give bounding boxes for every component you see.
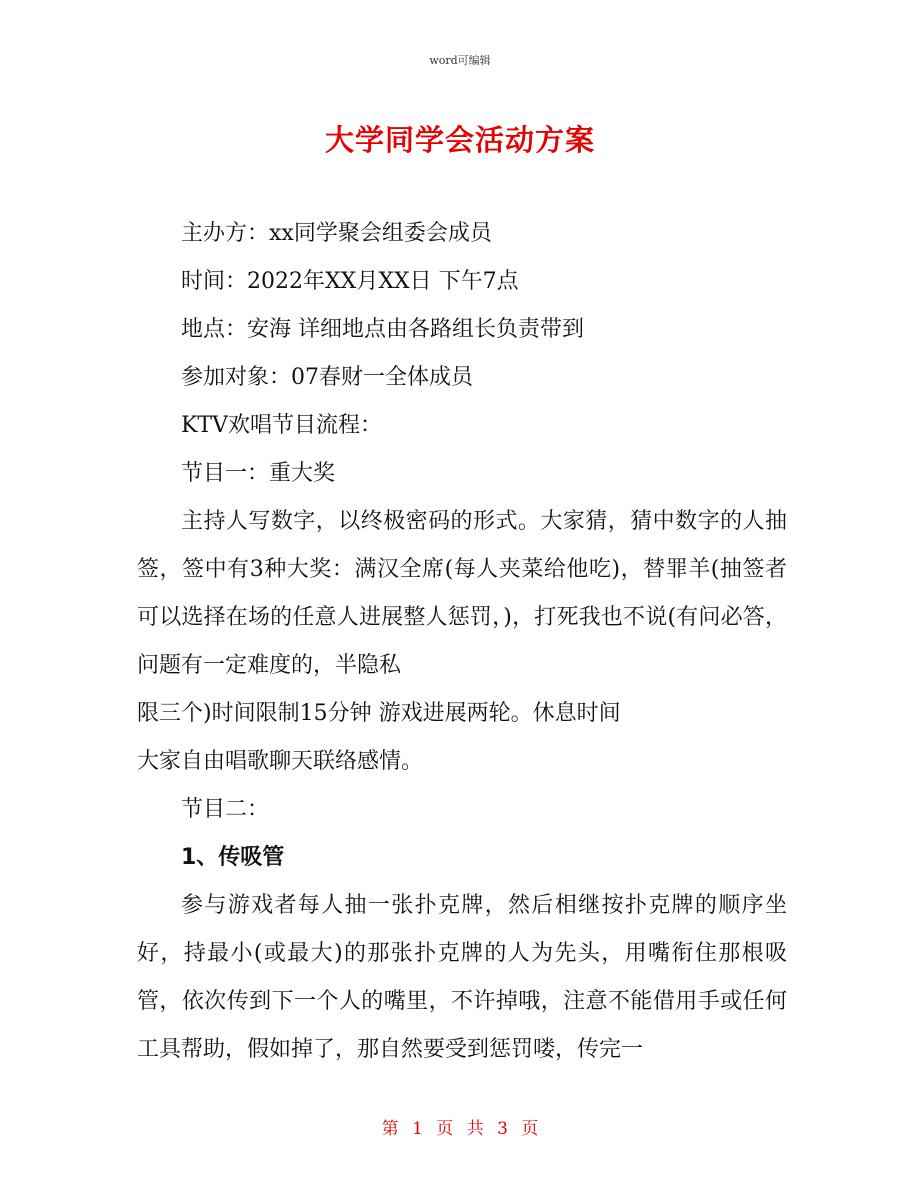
program-one-paragraph-end: 大家自由唱歌聊天联络感情。 (137, 749, 424, 774)
organizer-line: 主办方：xx同学聚会组委会成员 (181, 221, 492, 246)
footer-current-page: 1 (412, 1119, 423, 1139)
footer-total-pages: 3 (497, 1119, 508, 1139)
program-one-heading: 节目一：重大奖 (181, 461, 336, 486)
footer-prefix: 第 (381, 1119, 399, 1139)
game-one-title: 1、传吸管 (181, 845, 285, 870)
program-one-paragraph: 主持人写数字，以终极密码的形式。大家猜，猜中数字的人抽签，签中有3种大奖：满汉全席(每人夹菜给他吃)，替罪羊(抽签者可以选择在场的任意人进展整人惩罚，)，打死我也不说(有问必答，问题有一定难度的，半隐私 (137, 509, 787, 678)
header-note: word可编辑 (429, 54, 491, 67)
footer-total-word: 共 (466, 1119, 484, 1139)
footer-page-word: 页 (436, 1119, 454, 1139)
page-footer (0, 1114, 920, 1139)
location-line: 地点：安海 详细地点由各路组长负责带到 (181, 317, 584, 342)
program-one-paragraph-cont: 限三个)时间限制15分钟 游戏进展两轮。休息时间 (137, 701, 621, 726)
participants-line: 参加对象：07春财一全体成员 (181, 365, 473, 390)
document-title: 大学同学会活动方案 (324, 123, 595, 157)
ktv-flow-line: KTV欢唱节目流程： (181, 413, 382, 438)
document-body (137, 210, 787, 1074)
program-two-heading: 节目二： (181, 797, 270, 822)
footer-suffix: 页 (521, 1119, 539, 1139)
time-line: 时间：2022年XX月XX日 下午7点 (181, 269, 519, 294)
game-one-paragraph: 参与游戏者每人抽一张扑克牌，然后相继按扑克牌的顺序坐好，持最小(或最大)的那张扑克牌的人为先头，用嘴衔住那根吸管，依次传到下一个人的嘴里，不许掉哦，注意不能借用手或任何工具帮助，假如掉了，那自然要受到惩罚喽，传完一 (137, 893, 787, 1062)
